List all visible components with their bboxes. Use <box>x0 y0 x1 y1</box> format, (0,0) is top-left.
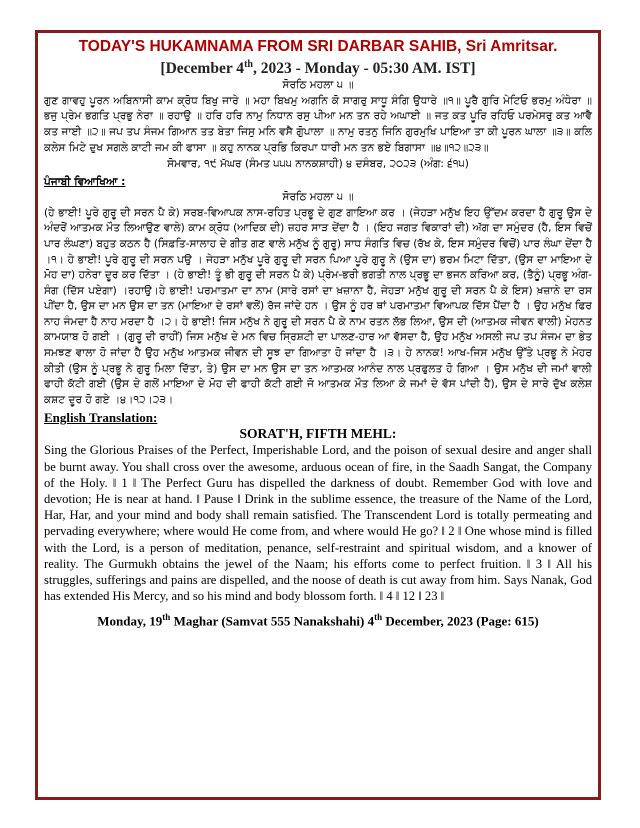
footer-date: Monday, 19th Maghar (Samvat 555 Nanakshahi) 4th December, 2023 (Page: 615) <box>97 612 539 629</box>
vyakhya-label: ਪੰਜਾਬੀ ਵਿਆਖਿਆ : <box>44 176 126 189</box>
gurbani-text: ਗੁਣ ਗਾਵਹੁ ਪੂਰਨ ਅਬਿਨਾਸੀ ਕਾਮ ਕ੍ਰੋਧ ਬਿਖੁ ਜਾਰੇ ॥ ਮਹਾ ਬਿਖਮੁ ਅਗਨਿ ਕੋ ਸਾਗਰੁ ਸਾਧੂ ਸੰਗਿ ਉਧਾਰੇ ॥੧॥ ਪੂਰੈ ਗੁਰਿ ਮੇਟਿਓ ਭਰਮੁ ਅੰਧੇਰਾ ॥ ਭਜੁ ਪ੍ਰੇਮ ਭਗਤਿ ਪ੍ਰਭੁ ਨੇਰਾ ॥ ਰਹਾਉ ॥ ਹਰਿ ਹਰਿ ਨਾਮੁ ਨਿਧਾਨ ਰਸੁ ਪੀਆ ਮਨ ਤਨ ਰਹੇ ਅਘਾਈ ॥ ਜਤ ਕਤ ਪੂਰਿ ਰਹਿਓ ਪਰਮੇਸਰੁ ਕਤ ਆਵੈ ਕਤ ਜਾਈ ॥੨॥ ਜਪ ਤਪ ਸੰਜਮ ਗਿਆਨ ਤਤ ਬੇਤਾ ਜਿਸੁ ਮਨਿ ਵਸੈ ਗੁੋਪਾਲਾ ॥ ਨਾਮੁ ਰਤਨੁ ਜਿਨਿ ਗੁਰਮੁਖਿ ਪਾਇਆ ਤਾ ਕੀ ਪੂਰਨ ਘਾਲਾ ॥੩॥ ਕਲਿ ਕਲੇਸ ਮਿਟੇ ਦੁਖ ਸਗਲੇ ਕਾਟੀ ਜਮ ਕੀ ਫਾਸਾ ॥ ਕਹੁ ਨਾਨਕ ਪ੍ਰਭਿ ਕਿਰਪਾ ਧਾਰੀ ਮਨ ਤਨ ਭਏ ਬਿਗਾਸਾ ॥੪॥੧੨॥੨੩॥ <box>44 94 592 154</box>
page-title: TODAY'S HUKAMNAMA FROM SRI DARBAR SAHIB, Sri Amritsar. <box>78 38 558 55</box>
gurbani-heading: ਸੋਰਠਿ ਮਹਲਾ ੫ ॥ <box>282 79 354 92</box>
page-border <box>35 30 601 800</box>
english-label: English Translation: <box>44 410 158 426</box>
english-text: Sing the Glorious Praises of the Perfect, Imperishable Lord, and the poison of sexual desire and anger shall be burnt away. You shall cross over the awesome, arduous ocean of fire, in the Saadh Sangat, the Company of the Holy. ‖ 1 ‖ The Perfect Guru has dispelled the darkness of doubt. Remember God with love and devotion; He is near at hand. ‖ Pause ‖ Drink in the sublime essence, the treasure of the Name of the Lord, Har, Har, and your mind and body shall remain satisfied. The Transcendent Lord is totally permeating and pervading everywhere; where would He come from, and where would He go? ‖ 2 ‖ One whose mind is filled with the Lord, is a person of meditation, penance, self-restraint and spiritual wisdom, and a knower of reality. The Gurmukh obtains the jewel of the Naam; his efforts come to perfect fruition. ‖ 3 ‖ All his struggles, sufferings and pains are dispelled, and the noose of death is cut away from him. Says Nanak, God has extended His Mercy, and so his mind and body blossom forth. ‖ 4 ‖ 12 ‖ 23 ‖ <box>44 443 592 604</box>
vyakhya-text: (ਹੇ ਭਾਈ! ਪੂਰੇ ਗੁਰੂ ਦੀ ਸਰਨ ਪੈ ਕੇ) ਸਰਬ-ਵਿਆਪਕ ਨਾਸ-ਰਹਿਤ ਪ੍ਰਭੂ ਦੇ ਗੁਣ ਗਾਇਆ ਕਰ । (ਜੇਹੜਾ ਮਨੁੱਖ ਇਹ ਉੱਦਮ ਕਰਦਾ ਹੈ ਗੁਰੂ ਉਸ ਦੇ ਅੰਦਰੋਂ ਆਤਮਕ ਮੌਤ ਲਿਆਉਣ ਵਾਲੇ) ਕਾਮ ਕ੍ਰੋਧ (ਆਦਿਕ ਦੀ) ਜ਼ਹਰ ਸਾੜ ਦੇਂਦਾ ਹੈ । (ਇਹ ਜਗਤ ਵਿਕਾਰਾਂ ਦੀ) ਅੱਗ ਦਾ ਸਮੁੰਦਰ (ਹੈ, ਇਸ ਵਿਚੋਂ ਪਾਰ ਲੰਘਣਾ) ਬਹੁਤ ਕਠਨ ਹੈ (ਸਿਫ਼ਤਿ-ਸਾਲਾਹ ਦੇ ਗੀਤ ਗਣ ਵਾਲੇ ਮਨੁੱਖ ਨੂੰ ਗੁਰੂ) ਸਾਧ ਸੰਗਤਿ ਵਿਚ (ਰੱਖ ਕੇ, ਇਸ ਸਮੁੰਦਰ ਵਿਚੋਂ) ਪਾਰ ਲੰਘਾ ਦੇਂਦਾ ਹੈ ।੧। ਹੇ ਭਾਈ! ਪੂਰੇ ਗੁਰੂ ਦੀ ਸਰਨ ਪਉ । ਜੇਹੜਾ ਮਨੁੱਖ ਪੂਰੇ ਗੁਰੂ ਦੀ ਸਰਨ ਪਿਆ ਪੂਰੇ ਗੁਰੂ ਨੇ (ਉਸ ਦਾ) ਭਰਮ ਮਿਟਾ ਦਿੱਤਾ, (ਉਸ ਦਾ ਮਾਇਆ ਦੇ ਮੋਹ ਦਾ) ਹਨੇਰਾ ਦੂਰ ਕਰ ਦਿੱਤਾ । (ਹੇ ਭਾਈ! ਤੂੰ ਭੀ ਗੁਰੂ ਦੀ ਸਰਨ ਪੈ ਕੇ) ਪ੍ਰੇਮ-ਭਰੀ ਭਗਤੀ ਨਾਲ ਪ੍ਰਭੂ ਦਾ ਭਜਨ ਕਰਿਆ ਕਰ, (ਤੈਨੂੰ) ਪ੍ਰਭੂ ਅੰਗ-ਸੰਗ (ਦਿੱਸ ਪਏਗਾ) ।ਰਹਾਉ।ਹੇ ਭਾਈ! ਪਰਮਾਤਮਾ ਦਾ ਨਾਮ (ਸਾਰੇ ਰਸਾਂ ਦਾ ਖ਼ਜ਼ਾਨਾ ਹੈ, ਜੇਹੜਾ ਮਨੁੱਖ ਗੁਰੂ ਦੀ ਸਰਨ ਪੈ ਕੇ ਇਸ) ਖ਼ਜ਼ਾਨੇ ਦਾ ਰਸ ਪੀਂਦਾ ਹੈ, ਉਸ ਦਾ ਮਨ ਉਸ ਦਾ ਤਨ (ਮਾਇਆ ਦੇ ਰਸਾਂ ਵਲੋਂ) ਰੱਜ ਜਾਂਦੇ ਹਨ । ਉਸ ਨੂੰ ਹਰ ਥਾਂ ਪਰਮਾਤਮਾ ਵਿਆਪਕ ਦਿੱਸ ਪੈਂਦਾ ਹੈ । ਉਹ ਮਨੁੱਖ ਫਿਰ ਨਾਹ ਜੰਮਦਾ ਹੈ ਨਾਹ ਮਰਦਾ ਹੈ ।੨। ਹੇ ਭਾਈ! ਜਿਸ ਮਨੁੱਖ ਨੇ ਗੁਰੂ ਦੀ ਸਰਨ ਪੈ ਕੇ ਨਾਮ ਰਤਨ ਲੱਭ ਲਿਆ, ਉਸ ਦੀ (ਆਤਮਕ ਜੀਵਨ ਵਾਲੀ) ਮੇਹਨਤ ਕਾਮਯਾਬ ਹੋ ਗਈ । (ਗੁਰੂ ਦੀ ਰਾਹੀਂ) ਜਿਸ ਮਨੁੱਖ ਦੇ ਮਨ ਵਿਚ ਸ੍ਰਿਸ਼ਟੀ ਦਾ ਪਾਲਣ-ਹਾਰ ਆ ਵੱਸਦਾ ਹੈ, ਉਹ ਮਨੁੱਖ ਅਸਲੀ ਜਪ ਤਪ ਸੰਜਮ ਦਾ ਭੇਤ ਸਮਝਣ ਵਾਲਾ ਹੋ ਜਾਂਦਾ ਹੈ ਉਹ ਮਨੁੱਖ ਆਤਮਕ ਜੀਵਨ ਦੀ ਸੂਝ ਦਾ ਗਿਆਤਾ ਹੋ ਜਾਂਦਾ ਹੈ ।੩। ਹੇ ਨਾਨਕ! ਆਖ-ਜਿਸ ਮਨੁੱਖ ਉੱਤੇ ਪ੍ਰਭੂ ਨੇ ਮੇਹਰ ਕੀਤੀ (ਉਸ ਨੂੰ ਪ੍ਰਭੂ ਨੇ ਗੁਰੂ ਮਿਲਾ ਦਿੱਤਾ, ਤੇ) ਉਸ ਦਾ ਮਨ ਉਸ ਦਾ ਤਨ ਆਤਮਕ ਆਨੰਦ ਨਾਲ ਪ੍ਰਫੁਲਤ ਹੋ ਗਿਆ । ਉਸ ਮਨੁੱਖ ਦੀ ਜਮਾਂ ਵਾਲੀ ਫਾਹੀ ਕੱਟੀ ਗਈ (ਉਸ ਦੇ ਗਲੋਂ ਮਾਇਆ ਦੇ ਮੋਹ ਦੀ ਫਾਹੀ ਕੱਟੀ ਗਈ ਜੋ ਆਤਮਕ ਮੌਤ ਲਿਆ ਕੇ ਜਮਾਂ ਦੇ ਵੱਸ ਪਾਂਦੀ ਹੈ), ਉਸ ਦੇ ਸਾਰੇ ਦੁੱਖ ਕਲੇਸ਼ ਕਸ਼ਟ ਦੂਰ ਹੋ ਗਏ ।੪।੧੨।੨੩। <box>44 206 593 406</box>
date-line: [December 4th, 2023 - Monday - 05:30 AM. IST] <box>160 59 476 78</box>
vyakhya-heading: ਸੋਰਠਿ ਮਹਲਾ ੫ ॥ <box>282 191 354 204</box>
gurbani-meta: ਸੋਮਵਾਰ, ੧੯ ਮੱਘਰ (ਸੰਮਤ ੫੫੫ ਨਾਨਕਸ਼ਾਹੀ) ੪ ਦਸੰਬਰ, ੨੦੨੩ (ਅੰਗ: ੬੧੫) <box>167 158 469 171</box>
english-heading: SORAT'H, FIFTH MEHL: <box>239 426 397 442</box>
document-body <box>44 37 592 631</box>
